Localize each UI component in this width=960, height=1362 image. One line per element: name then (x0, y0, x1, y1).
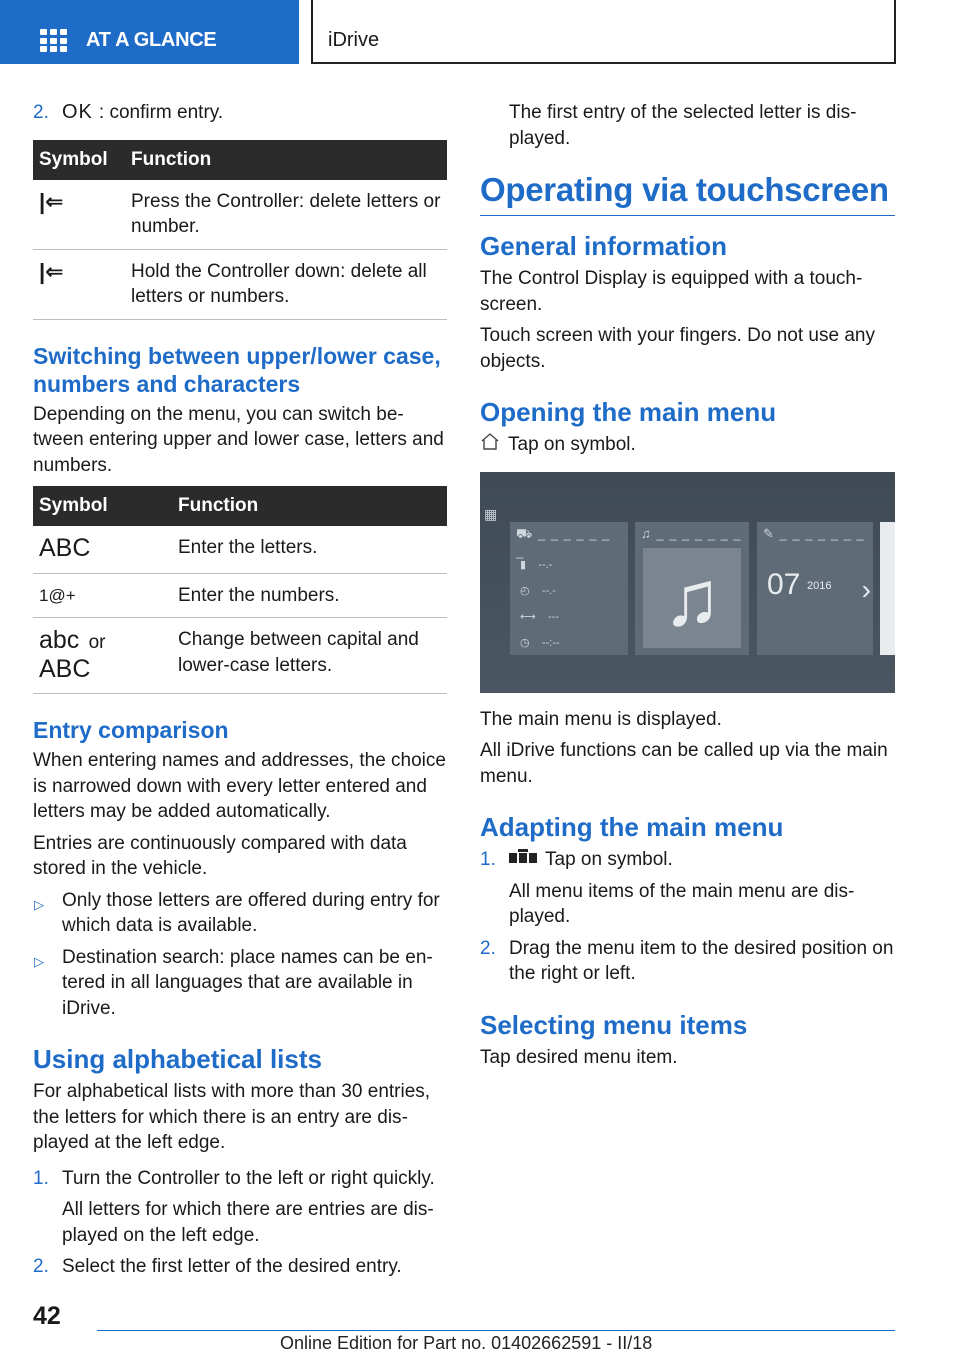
menu-tiles-icon (509, 847, 537, 873)
step-item: 2. Select the first letter of the desired entry. (33, 1256, 402, 1277)
menu-tile-vehicle: ⛟ _ _ _ _ _ _ _ ▮ --.- ◴ --.- ⟷ --- ◷ --:-- (510, 522, 628, 655)
continuation-text: The first entry of the selected letter is displayed. (509, 102, 857, 149)
table-row (33, 249, 447, 319)
entry-paragraph: Entries are continuously compared with data stored in the vehicle. (33, 832, 407, 879)
list-item: ▷ Only those letters are offered during entry for which data is available. (34, 889, 440, 936)
table-row (33, 526, 447, 573)
switch-heading: Switching between upper/lower case, numbers and characters (33, 342, 441, 397)
step-item: All letters for which there are entries are displayed on the left edge. (62, 1199, 434, 1246)
called-text: All iDrive functions can be called up via the main menu. (480, 740, 888, 787)
footer-divider (97, 1330, 895, 1331)
entry-heading: Entry comparison (33, 717, 229, 743)
step-item: 1. Turn the Controller to the left or right quickly. (33, 1167, 435, 1189)
menu-tile-partial (880, 522, 895, 655)
step-item: All menu items of the main menu are displayed. (509, 880, 855, 928)
table-cell: Enter the letters. (172, 526, 447, 573)
table-cell: Change between capital and lower-case letters. (172, 618, 447, 694)
home-icon (480, 432, 500, 458)
header-section-tab[interactable] (0, 0, 299, 64)
open-text: Tap on symbol. (480, 432, 895, 458)
chevron-right-icon: › (861, 573, 871, 605)
step-text: : confirm entry. (98, 102, 224, 123)
menu-tile-media: ♫ _ _ _ _ _ _ _ ♫ (635, 522, 749, 655)
right-column (480, 100, 895, 1076)
ok-icon: OK (62, 101, 93, 123)
table-row (33, 180, 447, 250)
music-note-icon: ♫ (643, 548, 741, 648)
table-cell: Enter the numbers. (172, 573, 447, 618)
switch-text: Depending on the menu, you can switch between entering upper and lower case, letters and numbers. (33, 403, 444, 476)
alpha-heading: Using alphabetical lists (33, 1044, 322, 1074)
back-delete-icon: |⇐ (33, 249, 125, 319)
page-number: 42 (33, 1302, 61, 1330)
abc-upper-icon: ABC (33, 526, 172, 573)
main-menu-screenshot (480, 472, 895, 693)
table-row (33, 618, 447, 694)
triangle-bullet-icon: ▷ (34, 896, 44, 912)
open-heading: Opening the main menu (480, 397, 777, 427)
general-paragraph: Touch screen with your fingers. Do not use any objects. (480, 325, 875, 372)
back-delete-icon: |⇐ (33, 180, 125, 250)
table-header-symbol: Symbol (33, 140, 125, 180)
table-header-function: Function (172, 486, 447, 526)
menu-icon: ▦ (484, 505, 498, 522)
touch-heading: Operating via touchscreen (480, 169, 895, 216)
table-cell: Press the Controller: delete letters or number. (125, 180, 447, 250)
displayed-text: The main menu is displayed. (480, 708, 722, 730)
footer-edition: Online Edition for Part no. 01402662591 - II/18 (280, 1333, 653, 1353)
step-item: 2. Drag the menu item to the desired position on the right or left. (480, 937, 894, 985)
list-item: ▷ Destination search: place names can be entered in all languages that are available in iDrive. (34, 946, 433, 1019)
entry-paragraph: When entering names and addresses, the choice is narrowed down with every letter entered and letters may be added automatically. (33, 750, 446, 822)
step-confirm (33, 100, 447, 126)
grid-icon (40, 29, 68, 53)
table-row (33, 573, 447, 618)
select-heading: Selecting menu items (480, 1009, 748, 1040)
header-chapter (311, 0, 896, 64)
adapt-heading: Adapting the main menu (480, 812, 784, 842)
general-heading: General information (480, 231, 728, 261)
delete-symbol-table (33, 140, 447, 320)
table-cell: Hold the Controller down: delete all letters or numbers. (125, 249, 447, 319)
table-header-function: Function (125, 140, 447, 180)
case-toggle-icon: abc or ABC (33, 618, 172, 694)
step-number: 2. (33, 102, 49, 123)
header-section-title: AT A GLANCE (86, 29, 217, 51)
select-text: Tap desired menu item. (480, 1046, 678, 1068)
general-paragraph: The Control Display is equipped with a touchscreen. (480, 268, 863, 315)
table-header-symbol: Symbol (33, 486, 172, 526)
step-item: 1. Tap on symbol. (480, 847, 895, 873)
menu-tile-calendar: ✎ _ _ _ _ _ _ _ 07 2016 › (757, 522, 873, 655)
alpha-text: For alphabetical lists with more than 30 entries, the letters for which there is an entry are displayed at the left edge. (33, 1081, 431, 1153)
left-column (33, 100, 447, 1286)
triangle-bullet-icon: ▷ (34, 953, 44, 969)
entry-symbol-table (33, 486, 447, 694)
numbers-icon: 1@+ (33, 573, 172, 618)
header-chapter-title: iDrive (328, 29, 380, 51)
